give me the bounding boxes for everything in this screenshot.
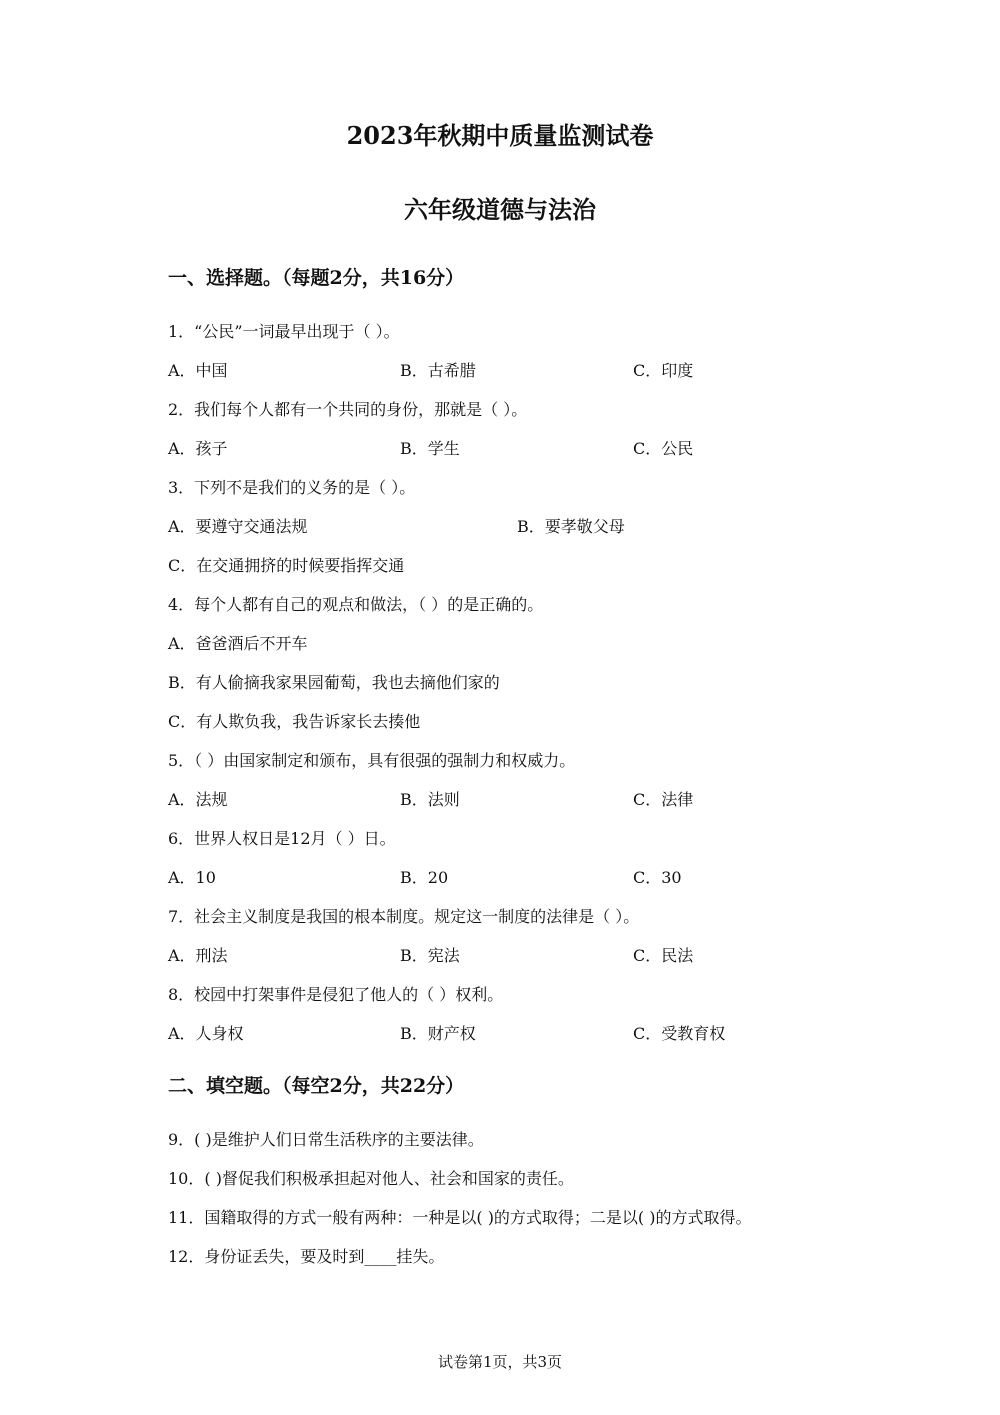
exam-title: 2023年秋期中质量监测试卷: [346, 121, 654, 150]
page-footer: 试卷第1页，共3页: [437, 1353, 563, 1371]
question-stem: 8．校园中打架事件是侵犯了他人的（ ）权利。: [168, 985, 504, 1004]
option-a: A．爸爸酒后不开车: [168, 634, 308, 653]
option-c: C．受教育权: [633, 1024, 726, 1043]
option-b: B．法则: [400, 790, 460, 809]
question-stem: 4．每个人都有自己的观点和做法，（ ）的是正确的。: [168, 595, 544, 614]
option-a: A．人身权: [168, 1024, 244, 1043]
option-c: C．印度: [633, 361, 694, 380]
option-a: A．中国: [168, 361, 228, 380]
fill-question: 12．身份证丢失，要及时到____挂失。: [168, 1247, 445, 1266]
option-c: C．法律: [633, 790, 694, 809]
fill-question: 11．国籍取得的方式一般有两种：一种是以( )的方式取得；二是以( )的方式取得。: [168, 1208, 752, 1227]
option-c: C．民法: [633, 946, 694, 965]
question-stem: 2．我们每个人都有一个共同的身份，那就是（ ）。: [168, 400, 528, 419]
fill-question: 10．( )督促我们积极承担起对他人、社会和国家的责任。: [168, 1169, 574, 1188]
question-stem: 3．下列不是我们的义务的是（ ）。: [168, 478, 416, 497]
option-c: C．有人欺负我，我告诉家长去揍他: [168, 712, 421, 731]
option-b: B．学生: [400, 439, 460, 458]
option-a: A．要遵守交通法规: [168, 517, 308, 536]
question-stem: 1．“公民”一词最早出现于（ ）。: [168, 322, 400, 341]
fill-question: 9．( )是维护人们日常生活秩序的主要法律。: [168, 1130, 484, 1149]
option-b: B．宪法: [400, 946, 460, 965]
option-c: C．在交通拥挤的时候要指挥交通: [168, 556, 405, 575]
option-b: B．20: [400, 868, 449, 887]
option-b: B．财产权: [400, 1024, 476, 1043]
section-heading-fill: 二、填空题。（每空2分，共22分）: [168, 1075, 465, 1097]
section-heading-choice: 一、选择题。（每题2分，共16分）: [168, 267, 465, 289]
question-stem: 5．（ ）由国家制定和颁布，具有很强的强制力和权威力。: [168, 751, 576, 770]
option-a: A．孩子: [168, 439, 228, 458]
option-a: A．10: [168, 868, 216, 887]
option-b: B．有人偷摘我家果园葡萄，我也去摘他们家的: [168, 673, 500, 692]
option-a: A．法规: [168, 790, 228, 809]
option-b: B．要孝敬父母: [517, 517, 625, 536]
question-stem: 7．社会主义制度是我国的根本制度。规定这一制度的法律是（ ）。: [168, 907, 640, 926]
option-c: C．公民: [633, 439, 694, 458]
option-c: C．30: [633, 868, 682, 887]
option-b: B．古希腊: [400, 361, 476, 380]
option-a: A．刑法: [168, 946, 228, 965]
exam-subtitle: 六年级道德与法治: [404, 195, 596, 224]
question-stem: 6．世界人权日是12月（ ）日。: [168, 829, 396, 848]
